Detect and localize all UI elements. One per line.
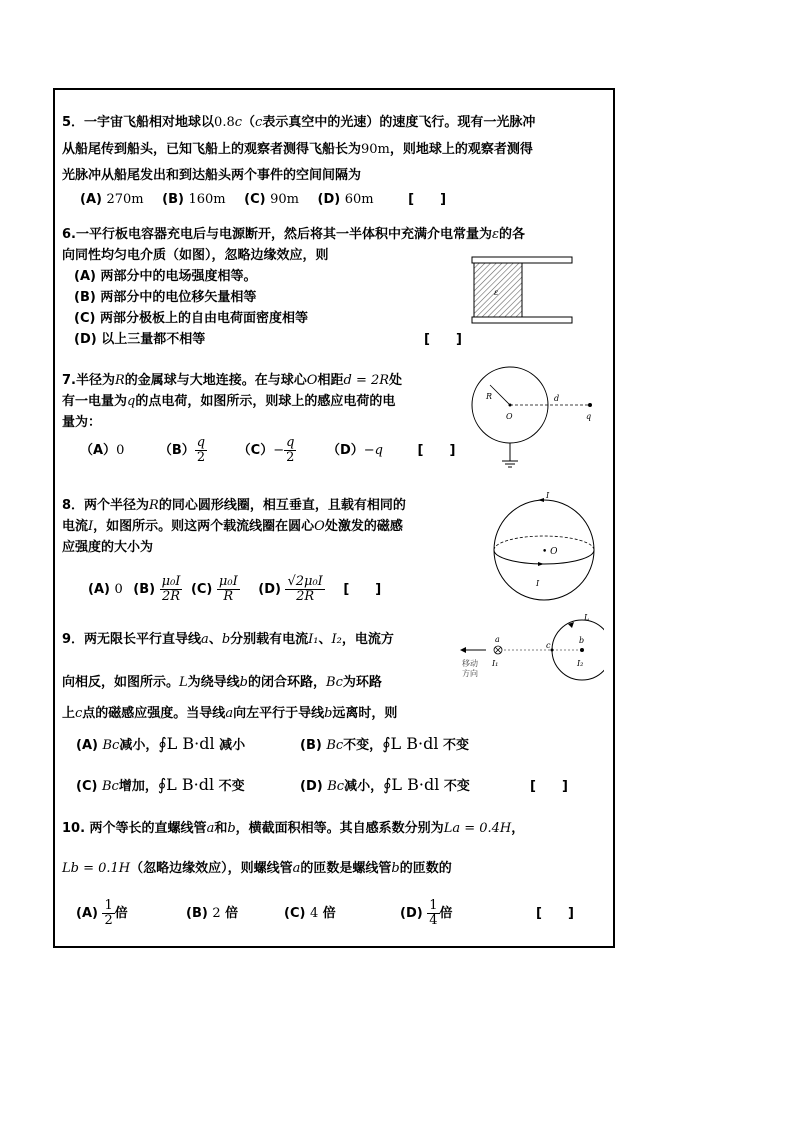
q5-option-a[interactable]: (A) 270m [80, 192, 144, 207]
q7-options [80, 436, 455, 466]
q9-answer-blank[interactable]: [ ] [530, 779, 568, 794]
point-charge [588, 403, 592, 407]
q6-answer-blank[interactable]: [ ] [424, 332, 462, 347]
q9-option-a[interactable]: (A) Bc减小，∮L B·dl 减小 [76, 734, 246, 753]
fig-L-label: L [584, 613, 590, 622]
fig-b-label: b [579, 636, 585, 645]
fig-move-label-2: 方向 [462, 669, 478, 678]
wire-b [580, 648, 584, 652]
q5-answer-blank[interactable]: [ ] [408, 192, 447, 207]
q8-option-a[interactable]: (A) 0 [88, 582, 123, 597]
q5-line-3: 光脉冲从船尾发出和到达船头两个事件的空间间隔为 [62, 168, 362, 183]
current-arrow-top [538, 498, 544, 502]
q10-option-c[interactable]: (C) 4 倍 [284, 906, 336, 921]
q6-line-2: 向同性均匀电介质（如图），忽略边缘效应，则 [62, 248, 329, 263]
fig-I-top-label: I [546, 491, 550, 500]
fig-q-label: q [586, 412, 592, 421]
q8-options [88, 574, 381, 606]
q8-line-2: 电流I，如图所示。则这两个载流线圈在圆心O处激发的磁感 [62, 519, 403, 534]
q5-option-b[interactable]: (B) 160m [162, 192, 226, 207]
q8-option-c[interactable]: (C) $\frac{\text{μ₀I}}{R}$ [190, 574, 238, 604]
q5-line-1: 5．一宇宙飞船相对地球以0.8c（c表示真空中的光速）的速度飞行。现有一光脉冲 [62, 115, 536, 130]
fig-a-label: a [495, 635, 500, 644]
move-arrow-head [460, 647, 466, 653]
q5-option-c[interactable]: (C) 90m [244, 192, 299, 207]
q9-line-3: 上c点的磁感应强度。当导线a向左平行于导线b远离时，则 [62, 706, 398, 721]
q9-option-c[interactable]: (C) Bc增加，∮L B·dl 不变 [76, 775, 245, 794]
q6-option-d[interactable]: (D) 以上三量都不相等 [74, 332, 206, 347]
fig-I2-label: I₂ [577, 659, 584, 668]
q7-option-a[interactable]: （A）0 [80, 443, 125, 458]
q7-line-2: 有一电量为q的点电荷，如图所示，则球上的感应电荷的电 [62, 394, 396, 409]
q7-option-d[interactable]: （D）−q [326, 443, 383, 458]
q7-option-c[interactable]: （C）− $\frac{q}{2}$ [237, 435, 295, 465]
q9-line-1: 9．两无限长平行直导线a、b分别载有电流I₁、I₂，电流方 [62, 632, 394, 647]
q6-line-1: 6.一平行板电容器充电后与电源断开，然后将其一半体积中充满介电常量为ε的各 [62, 227, 525, 242]
q5-options [80, 191, 446, 209]
fig-epsilon-label: ε [494, 288, 499, 297]
q5-option-d[interactable]: (D) 60m [317, 192, 374, 207]
q8-option-d[interactable]: (D) $\frac{\text{√2μ₀I}}{2R}$ [258, 574, 323, 604]
concentric-coils-diagram [492, 488, 598, 606]
point-c [551, 649, 554, 652]
q7-answer-blank[interactable]: [ ] [417, 443, 456, 458]
radius-line [490, 385, 510, 405]
q10-answer-blank[interactable]: [ ] [536, 906, 574, 921]
top-plate [472, 257, 572, 263]
fig-O-label: • O [542, 547, 558, 557]
q8-line-1: 8．两个半径为R的同心圆形线圈，相互垂直，且载有相同的 [62, 498, 406, 513]
q6-option-b[interactable]: (B) 两部分中的电位移矢量相等 [74, 290, 257, 305]
fig-move-label-1: 移动 [462, 659, 478, 668]
q7-option-b[interactable]: （B） $\frac{q}{2}$ [158, 435, 206, 465]
fig-I1-label: I₁ [492, 659, 499, 668]
parallel-wires-diagram [458, 610, 604, 690]
q8-line-3: 应强度的大小为 [62, 540, 154, 555]
q8-option-b[interactable]: (B) $\frac{\text{μ₀I}}{2R}$ [133, 574, 181, 604]
current-arrow-bottom [538, 562, 544, 566]
q10-line-1: 10. 两个等长的直螺线管a和b，横截面积相等。其自感系数分别为La = 0.4H， [62, 821, 525, 836]
q10-option-a[interactable]: (A) $\frac{1}{2}$ 倍 [76, 898, 128, 928]
q9-option-d[interactable]: (D) Bc减小，∮L B·dl 不变 [300, 775, 470, 794]
q7-line-3: 量为： [62, 415, 102, 430]
fig-c-label: c [546, 641, 551, 650]
q10-option-d[interactable]: (D) $\frac{1}{4}$ 倍 [400, 898, 453, 928]
fig-R-label: R [486, 392, 493, 401]
center-dot [509, 404, 512, 407]
q5-line-2: 从船尾传到船头，已知飞船上的观察者测得飞船长为90m，则地球上的观察者测得 [62, 142, 533, 157]
q10-option-b[interactable]: (B) 2 倍 [186, 906, 239, 921]
fig-I-bottom-label: I [536, 579, 540, 588]
bottom-plate [472, 317, 572, 323]
q7-line-1: 7.半径为R的金属球与大地连接。在与球心O相距d = 2R处 [62, 373, 403, 388]
q6-option-a[interactable]: (A) 两部分中的电场强度相等。 [74, 269, 257, 284]
q9-line-2: 向相反，如图所示。L为绕导线b的闭合环路，Bc为环路 [62, 675, 382, 690]
fig-O-label: O [506, 412, 513, 421]
grounded-sphere-diagram [470, 365, 600, 477]
q8-answer-blank[interactable]: [ ] [343, 582, 382, 597]
q10-line-2: Lb = 0.1H（忽略边缘效应），则螺线管a的匝数是螺线管b的匝数的 [62, 861, 452, 876]
q9-option-b[interactable]: (B) Bc不变，∮L B·dl 不变 [300, 734, 469, 753]
capacitor-diagram [470, 255, 576, 331]
q6-option-c[interactable]: (C) 两部分极板上的自由电荷面密度相等 [74, 311, 308, 326]
fig-d-label: d [554, 394, 560, 403]
